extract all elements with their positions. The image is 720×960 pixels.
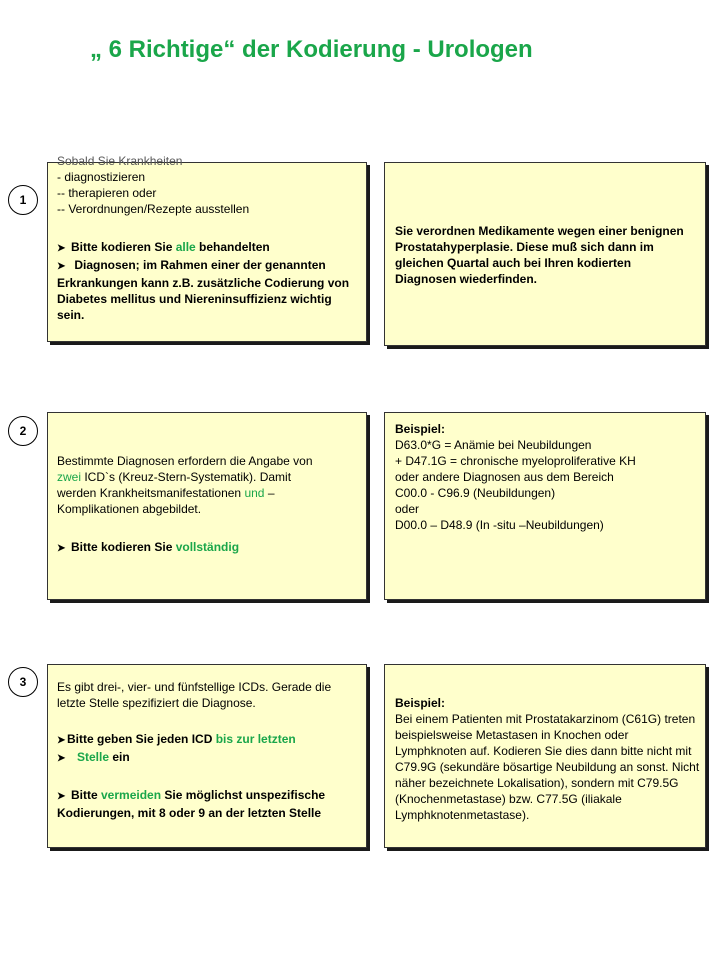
row-3-left-bullet-2: ➤ Stelle ein [57, 749, 359, 767]
row-2-right-line-1: D63.0*G = Anämie bei Neubildungen [395, 438, 592, 452]
arrow-bullet-icon: ➤ [57, 753, 66, 764]
row-2-left-bullet: ➤ Bitte kodieren Sie vollständig [57, 539, 357, 557]
step-number-3: 3 [8, 667, 38, 697]
row-2-right-line-5: oder [395, 502, 420, 516]
row-2-right-box [384, 412, 706, 600]
row-3-left-bullet-1: ➤ Bitte geben Sie jeden ICD bis zur letzten [57, 731, 359, 749]
row-2-left-box [47, 412, 367, 600]
row-1-left-box [47, 154, 367, 342]
arrow-bullet-icon: ➤ [57, 735, 66, 746]
row-2-left-line-4: Komplikationen abgebildet. [57, 502, 202, 516]
row-1-left-bullet-1: ➤ Bitte kodieren Sie alle behandelten [57, 239, 357, 257]
row-1-left-bullet-2: ➤ Diagnosen; im Rahmen einer der genannten Erkrankungen kann z.B. zusätzliche Codierung von Diabetes mellitus und Niereninsuffizienz wichtig sein. [57, 258, 350, 322]
row-2-right-heading: Beispiel: [395, 422, 446, 436]
row-3-right-text: Bei einem Patienten mit Prostatakarzinom (C61G) treten beispielsweise Metastasen in Knochen oder Lymphknoten auf. Kodieren Sie dies dann bitte nicht mit C79.9G (sekundäre bösartige Neubildung an sonst. Nicht näher bezeichnete Lokalisation), sondern mit C79.5G (Knochenmetastase) bzw. C77.5G (iliakale Lymphknotenmetastase). [395, 712, 700, 822]
row-1-left-line-2: - diagnostizieren [57, 170, 146, 184]
row-2-right-line-4: C00.0 - C96.9 (Neubildungen) [395, 486, 556, 500]
row-1-right-box [384, 162, 706, 346]
row-2-right-line-2: + D47.1G = chronische myeloproliferative KH [395, 454, 636, 468]
arrow-bullet-icon: ➤ [57, 261, 66, 272]
row-1-left-line-1: Sobald Sie Krankheiten [57, 154, 183, 168]
arrow-bullet-icon: ➤ [57, 543, 66, 554]
arrow-bullet-icon: ➤ [57, 243, 66, 254]
row-2-left-line-3: werden Krankheitsmanifestationen und – [57, 486, 275, 500]
row-1-left-line-3: -- therapieren oder [57, 186, 157, 200]
row-1-right-text: Sie verordnen Medikamente wegen einer benignen Prostatahyperplasie. Diese muß sich dann im gleichen Quartal auch bei Ihren kodierten Diagnosen wiederfinden. [395, 224, 684, 286]
row-2-right-line-6: D00.0 – D48.9 (In -situ –Neubildungen) [395, 518, 604, 532]
row-2-right-line-3: oder andere Diagnosen aus dem Bereich [395, 470, 614, 484]
step-number-2: 2 [8, 416, 38, 446]
row-1-left-line-4: -- Verordnungen/Rezepte ausstellen [57, 202, 250, 216]
page-title: „ 6 Richtige“ der Kodierung - Urologen [90, 36, 533, 63]
row-3-right-heading: Beispiel: [395, 696, 446, 710]
row-2-left-line-1: Bestimmte Diagnosen erfordern die Angabe von [57, 454, 313, 468]
row-3-left-bullet-3: ➤ Bitte vermeiden Sie möglichst unspezifische Kodierungen, mit 8 oder 9 an der letzten Stelle [57, 788, 326, 820]
row-2-left-line-2: zwei ICD`s (Kreuz-Stern-Systematik). Damit [57, 470, 292, 484]
row-3-left-box [47, 664, 367, 848]
arrow-bullet-icon: ➤ [57, 791, 66, 802]
row-3-right-box [384, 664, 706, 848]
row-3-left-intro: Es gibt drei-, vier- und fünfstellige ICDs. Gerade die letzte Stelle spezifiziert die Diagnose. [57, 680, 332, 710]
step-number-1: 1 [8, 185, 38, 215]
